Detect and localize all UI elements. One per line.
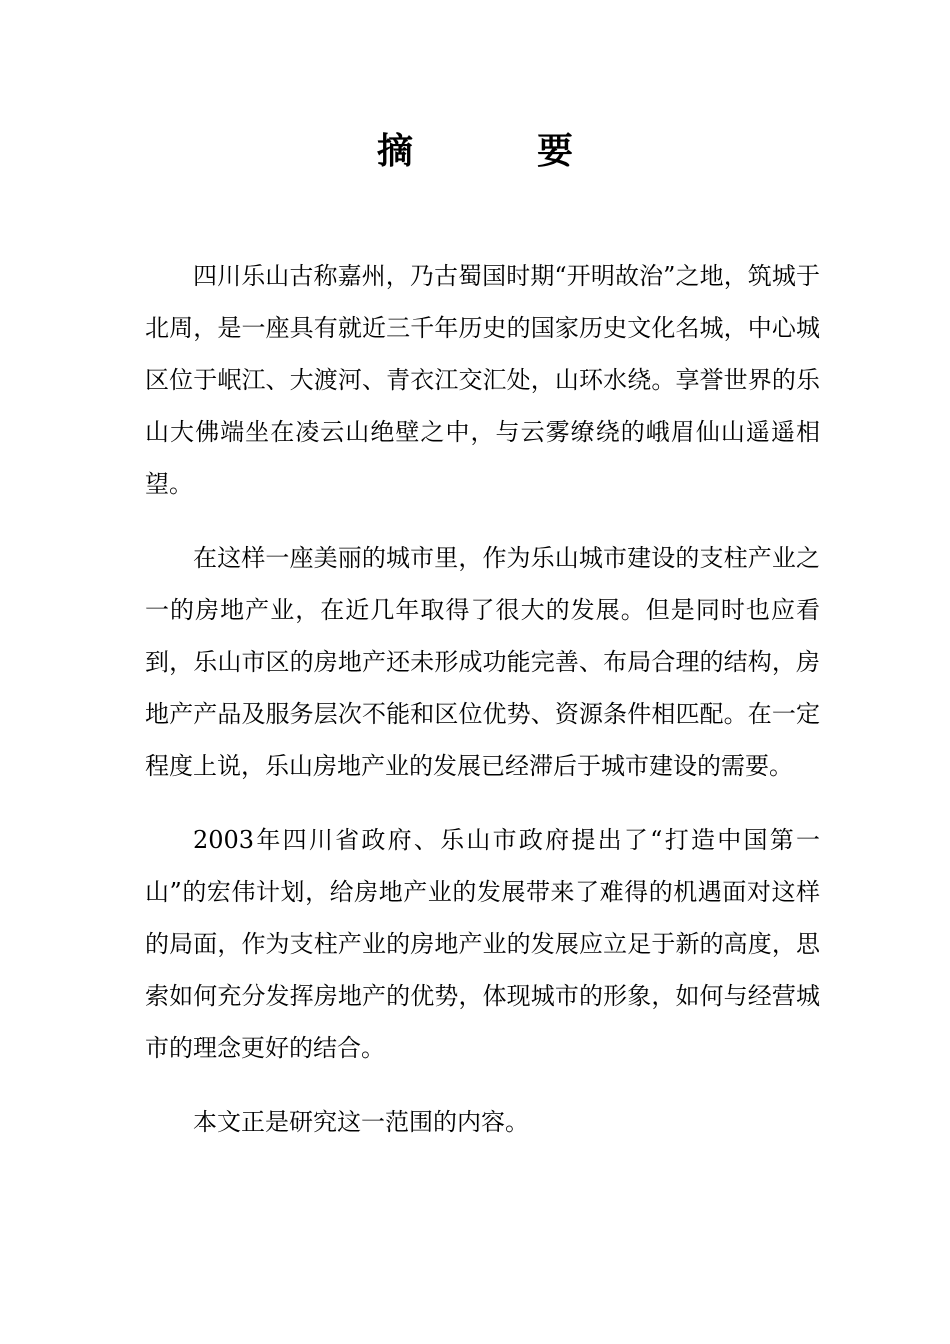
page-title: 摘 要 xyxy=(376,131,617,172)
paragraph-3: 2003年四川省政府、乐山市政府提出了“打造中国第一山”的宏伟计划，给房地产业的发展带来了难得的机遇面对这样的局面，作为支柱产业的房地产业的发展应立足于新的高度，思索如何充分发挥房地产的优势，体现城市的形象，如何与经营城市的理念更好的结合。 xyxy=(145,826,820,1062)
abstract-body xyxy=(145,250,820,1170)
paragraph-2: 在这样一座美丽的城市里，作为乐山城市建设的支柱产业之一的房地产业，在近几年取得了很大的发展。但是同时也应看到，乐山市区的房地产还未形成功能完善、布局合理的结构，房地产产品及服务层次不能和区位优势、资源条件相匹配。在一定程度上说，乐山房地产业的发展已经滞后于城市建设的需要。 xyxy=(145,544,820,780)
paragraph-1: 四川乐山古称嘉州，乃古蜀国时期“开明故治”之地，筑城于北周，是一座具有就近三千年历史的国家历史文化名城，中心城区位于岷江、大渡河、青衣江交汇处，山环水绕。享誉世界的乐山大佛端坐在凌云山绝壁之中，与云雾缭绕的峨眉仙山遥遥相望。 xyxy=(145,262,820,498)
paragraph-4: 本文正是研究这一范围的内容。 xyxy=(193,1108,529,1136)
